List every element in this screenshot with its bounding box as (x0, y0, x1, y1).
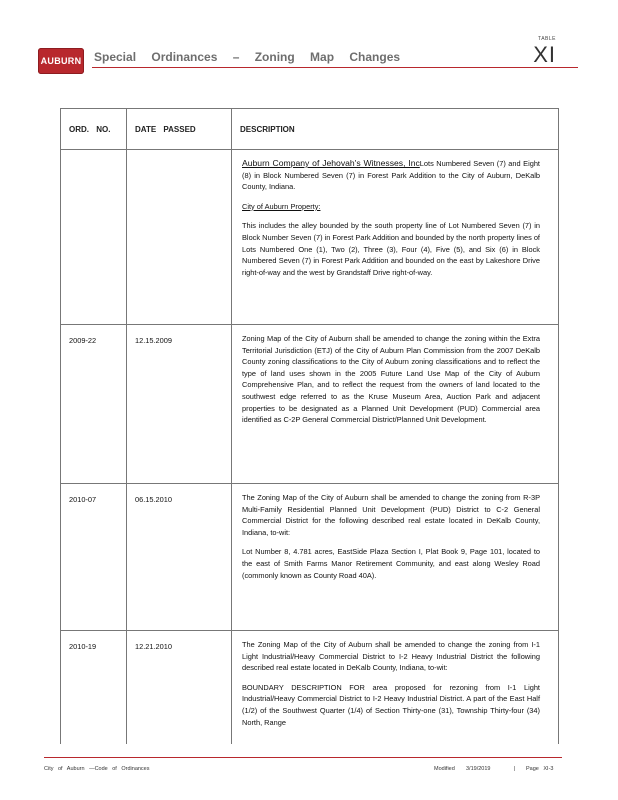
description-paragraph: Zoning Map of the City of Auburn shall be amended to change the zoning within the Extra Territorial Jurisdiction (ETJ) of the City of Auburn Plan Commission from the 2007 DeKalb County zoning classifications to the City of Auburn zoning classifications and to reflect the type of land uses shown in the 2005 Future Land Use Map of the City of Auburn Comprehensive Plan, and to reflect the request from the owners of land located to the southwest edge referred to as the Kruse Museum Area, Auction Park and adjacent properties to be designated as a Planned Unit Development (PUD) Commercial area identified as C-2P General Commercial District/Planned Unit Development. (242, 334, 540, 425)
description-paragraph: The Zoning Map of the City of Auburn shall be amended to change the zoning from R-3P Multi-Family Residential Planned Unit Development (PUD) District to C-2 General Commercial District for the following described real estate located in DeKalb County, Indiana, to-wit: (242, 493, 540, 537)
date-cell: 12.15.2009 (127, 325, 232, 483)
ordinance-table (60, 108, 559, 744)
footer-modified-date: 3/19/2019 (466, 766, 491, 772)
auburn-logo: AUBURN (38, 48, 84, 74)
description-cell (232, 631, 558, 744)
footer-separator: | (514, 766, 516, 772)
footer-modified-label: Modified (434, 766, 455, 772)
table-row (61, 325, 558, 484)
footer-source: City of Auburn —Code of Ordinances (44, 766, 150, 772)
description-paragraph: The Zoning Map of the City of Auburn shall be amended to change the zoning from I-1 Light Industrial/Heavy Commercial District to I-2 Heavy Industrial District the following described real estate located in DeKalb County, Indiana, to-wit: (242, 640, 540, 673)
ord-no-cell (61, 150, 127, 324)
table-row (61, 631, 558, 744)
description-paragraph: Lot Number 8, 4.781 acres, EastSide Plaza Section I, Plat Book 9, Page 101, located to the east of Smith Farms Manor Retirement Community, and east along Wesley Road (commonly known as County Road 40A). (242, 547, 540, 580)
page-footer (44, 766, 562, 778)
date-cell (127, 150, 232, 324)
description-paragraph (242, 158, 540, 193)
date-cell: 12.21.2010 (127, 631, 232, 744)
description-paragraph: BOUNDARY DESCRIPTION FOR area proposed for rezoning from I-1 Light Industrial/Heavy Commercial District to I-2 Heavy Industrial District. A part of the East Half (1/2) of the Southwest Quarter (1/4) of Section Thirty-one (31), Township Thirty-four (34) North, Range (242, 682, 540, 727)
header-divider (92, 67, 578, 68)
column-header-description: DESCRIPTION (240, 124, 295, 134)
table-row (61, 150, 558, 325)
description-cell (232, 150, 558, 324)
footer-divider (44, 757, 562, 758)
tab-label: TABLE (538, 36, 556, 42)
column-header-ord-no: ORD. NO. (61, 109, 127, 149)
company-description: Lots Numbered Seven (7) and Eight (8) in Block Numbered Seven (7) in Forest Park Addition to the City of Auburn, DeKalb County, Indiana. (242, 159, 540, 192)
tab-number: XI (533, 42, 556, 67)
description-paragraph: This includes the alley bounded by the south property line of Lot Numbered Seven (7) in Block Number Seven (7) in Forest Park Addition and bounded by the north property lines of Lots Numbered One (1), Two (2), Three (3), Four (4), Five (5), and Six (6) in Block Numbered Seven (7) in Forest Park Addition and bounded on the east by Lakeshore Drive right-of-way and the west by Grandstaff Drive right-of-way. (242, 221, 540, 277)
table-header (61, 109, 558, 150)
company-name: Auburn Company of Jehovah's Witnesses, Inc (242, 158, 420, 168)
property-label: City of Auburn Property: (242, 201, 321, 211)
footer-page-number: Page XI-3 (526, 766, 554, 772)
ord-no-cell: 2010-07 (61, 484, 127, 630)
description-cell (232, 325, 558, 483)
description-cell (232, 484, 558, 630)
column-header-date-passed: DATE PASSED (127, 109, 232, 149)
document-title: Special Ordinances – Zoning Map Changes (94, 50, 401, 64)
date-cell: 06.15.2010 (127, 484, 232, 630)
ord-no-cell: 2009-22 (61, 325, 127, 483)
table-row (61, 484, 558, 631)
ord-no-cell: 2010-19 (61, 631, 127, 744)
page-header (38, 36, 578, 80)
